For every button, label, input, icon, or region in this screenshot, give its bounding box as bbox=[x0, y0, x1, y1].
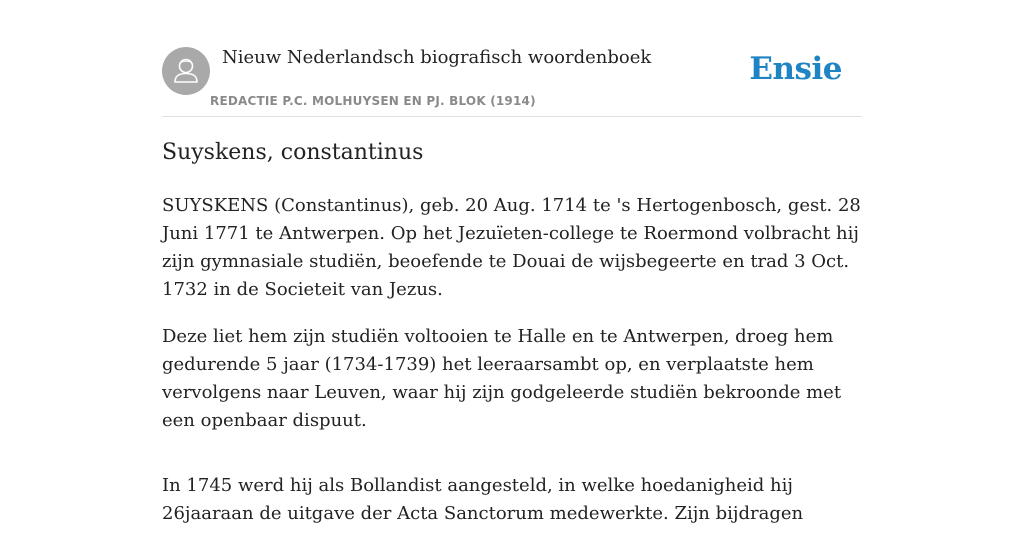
source-header bbox=[162, 40, 862, 117]
source-subtitle: REDACTIE P.C. MOLHUYSEN EN PJ. BLOK (1914) bbox=[210, 94, 536, 108]
article-paragraph: In 1745 werd hij als Bollandist aangesteld, in welke hoedanigheid hij 26jaaraan de uitgave der Acta Sanctorum medewerkte. Zijn bijdragen bbox=[162, 475, 804, 524]
ensie-logo[interactable]: Ensie bbox=[749, 51, 842, 87]
user-icon bbox=[162, 47, 210, 95]
user-avatar-icon bbox=[162, 47, 210, 95]
article-paragraph: Deze liet hem zijn studiën voltooien te Halle en te Antwerpen, droeg hem gedurende 5 jaar (1734-1739) het leeraarsambt op, en verplaatste hem vervolgens naar Leuven, waar hij zijn godgeleerde studiën bekroonde met een openbaar dispuut. bbox=[162, 326, 842, 431]
article-paragraph: SUYSKENS (Constantinus), geb. 20 Aug. 1714 te 's Hertogenbosch, gest. 28 Juni 1771 te Antwerpen. Op het Jezuïeten-college te Roermond volbracht hij zijn gymnasiale studiën, beoefende te Douai de wijsbegeerte en trad 3 Oct. 1732 in de Societeit van Jezus. bbox=[162, 195, 861, 300]
article-title: Suyskens, constantinus bbox=[162, 140, 424, 165]
source-title[interactable]: Nieuw Nederlandsch biografisch woordenboek bbox=[222, 47, 652, 68]
article-body bbox=[162, 192, 862, 547]
